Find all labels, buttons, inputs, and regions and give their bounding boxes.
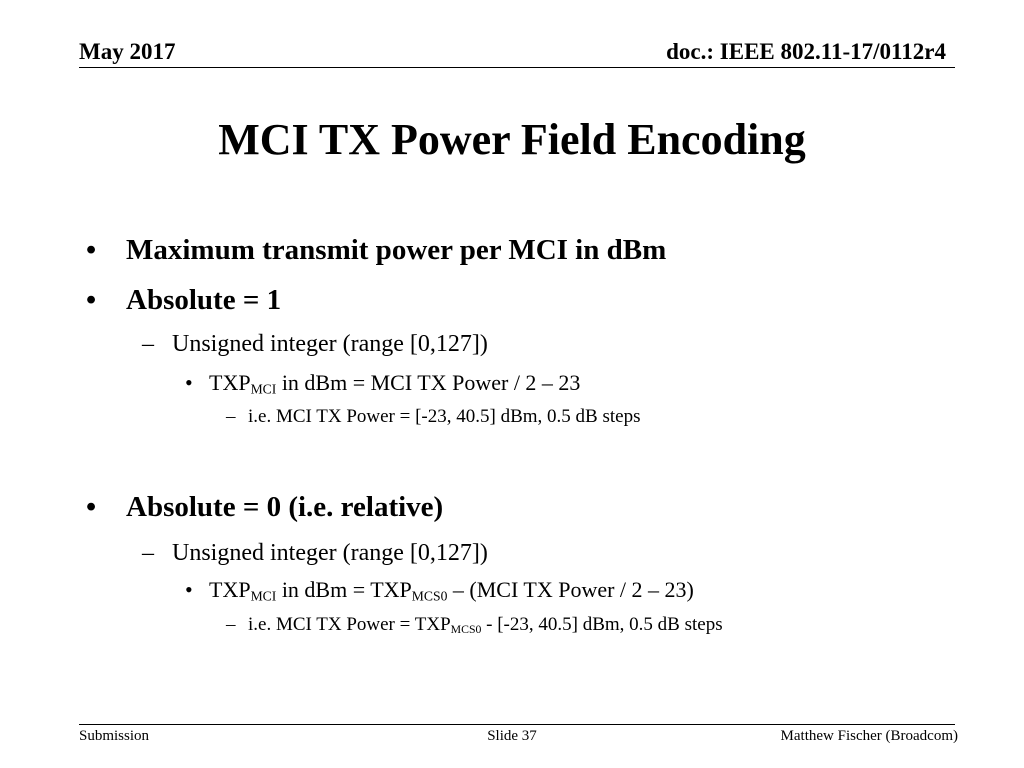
dash-marker: – — [226, 406, 236, 427]
formula-mcs0-subscript: MCS0 — [411, 588, 448, 604]
header-date: May 2017 — [79, 39, 176, 64]
formula-relative — [209, 577, 694, 604]
bullet-absolute-1: Absolute = 1 — [126, 284, 282, 316]
bullet-marker: • — [86, 284, 97, 316]
note-relative-range — [248, 615, 723, 634]
formula-txp: TXP — [209, 577, 251, 602]
formula-rest: in dBm = MCI TX Power / 2 – 23 — [276, 370, 581, 395]
bullet-absolute-0: Absolute = 0 (i.e. relative) — [126, 491, 444, 523]
bullet-max-transmit-power: Maximum transmit power per MCI in dBm — [126, 234, 667, 266]
note-pre: i.e. MCI TX Power = TXP — [248, 614, 451, 635]
formula-mci-subscript: MCI — [250, 588, 277, 604]
footer-slide-number: Slide 37 — [487, 728, 537, 744]
formula-absolute — [209, 370, 581, 397]
footer-rule — [79, 724, 955, 725]
footer-author: Matthew Fischer (Broadcom) — [780, 728, 958, 744]
formula-mid: in dBm = TXP — [276, 577, 412, 602]
sub-bullet-unsigned-integer: Unsigned integer (range [0,127]) — [172, 331, 488, 357]
formula-mci-subscript: MCI — [250, 381, 277, 397]
note-mcs0-subscript: MCS0 — [450, 622, 482, 636]
formula-rest: – (MCI TX Power / 2 – 23) — [447, 577, 694, 602]
dash-marker: – — [226, 614, 236, 635]
note-rest: - [-23, 40.5] dBm, 0.5 dB steps — [481, 614, 723, 635]
bullet-marker: • — [86, 234, 97, 266]
bullet-marker: • — [185, 370, 193, 395]
dash-marker: – — [142, 331, 154, 357]
dash-marker: – — [142, 540, 154, 566]
slide-title: MCI TX Power Field Encoding — [218, 115, 806, 164]
formula-txp: TXP — [209, 370, 251, 395]
sub-bullet-unsigned-integer-relative: Unsigned integer (range [0,127]) — [172, 540, 488, 566]
header-rule — [79, 67, 955, 68]
footer-submission: Submission — [79, 728, 150, 744]
bullet-marker: • — [185, 577, 193, 602]
header-doc-id: doc.: IEEE 802.11-17/0112r4 — [666, 39, 946, 64]
bullet-marker: • — [86, 491, 97, 523]
note-absolute-range: i.e. MCI TX Power = [-23, 40.5] dBm, 0.5 dB steps — [248, 406, 641, 427]
